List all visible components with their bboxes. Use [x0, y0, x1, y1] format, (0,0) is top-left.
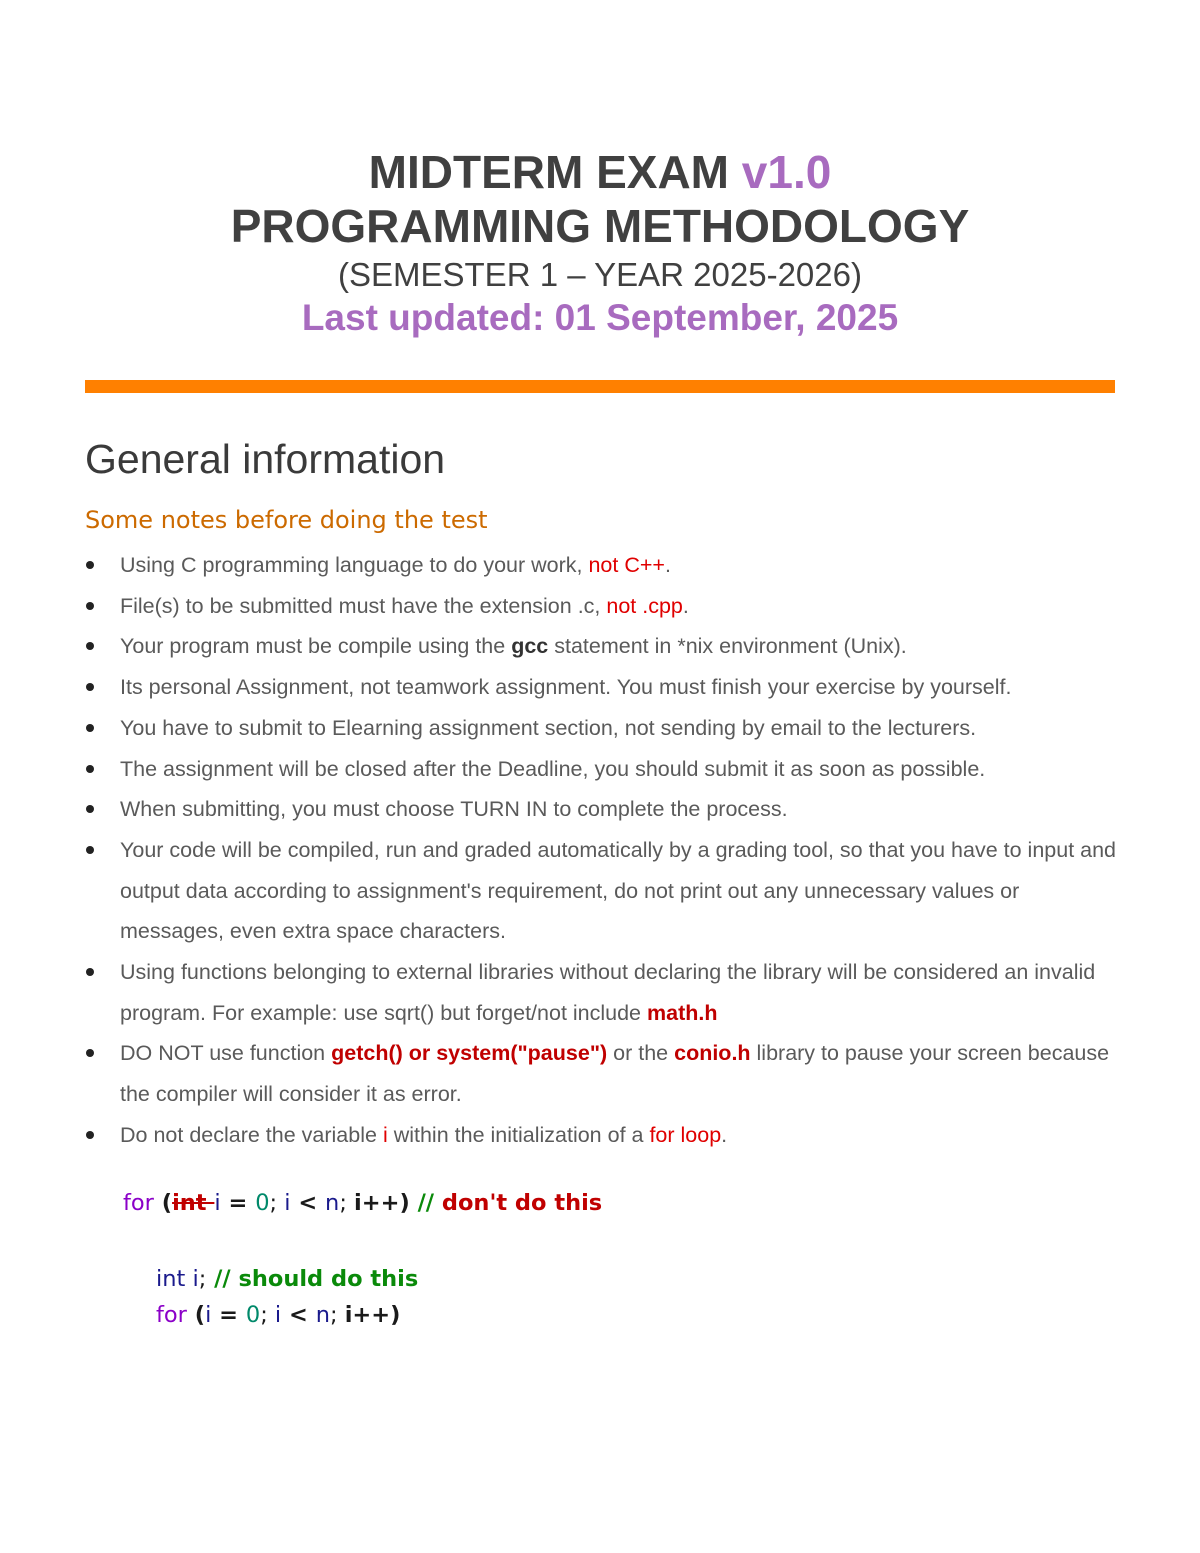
note-item: DO NOT use function getch() or system("pause") or the conio.h library to pause your screen because the compiler will consider it as error.: [85, 1033, 1120, 1114]
highlight: conio.h: [674, 1041, 751, 1066]
bullet-icon: [86, 968, 94, 976]
section-heading: General information: [85, 436, 446, 482]
highlight: i: [382, 1122, 388, 1147]
bullet-icon: [86, 1131, 94, 1139]
bullet-icon: [86, 846, 94, 854]
bullet-icon: [86, 683, 94, 691]
title-block: [0, 145, 1200, 341]
note-item: File(s) to be submitted must have the extension .c, not .cpp.: [85, 586, 1120, 627]
note-item: You have to submit to Elearning assignment section, not sending by email to the lecturers.: [85, 708, 1120, 749]
note-item: Your program must be compile using the gcc statement in *nix environment (Unix).: [85, 626, 1120, 667]
semester-label: (SEMESTER 1 – YEAR 2025-2026): [338, 256, 862, 293]
highlight: getch() or system("pause"): [331, 1041, 608, 1066]
note-item: Its personal Assignment, not teamwork assignment. You must finish your exercise by yourself.: [85, 667, 1120, 708]
bad-comment: don't do this: [441, 1190, 603, 1216]
exam-title: [0, 145, 1200, 199]
note-item: Your code will be compiled, run and graded automatically by a grading tool, so that you have to input and output data according to assignment's requirement, do not print out any unnecessary values or messages, even extra space characters.: [85, 830, 1120, 952]
last-updated: Last updated: 01 September, 2025: [301, 297, 899, 338]
struck-int: int: [172, 1190, 215, 1216]
notes-subheading: Some notes before doing the test: [85, 506, 488, 534]
highlight: math.h: [647, 1000, 718, 1025]
highlight: not .cpp: [606, 593, 683, 618]
orange-divider: [85, 380, 1115, 393]
good-comment: should do this: [238, 1266, 419, 1292]
bullet-icon: [86, 805, 94, 813]
bullet-icon: [86, 724, 94, 732]
bullet-icon: [86, 602, 94, 610]
note-item: Do not declare the variable i within the initialization of a for loop.: [85, 1115, 1120, 1156]
bullet-icon: [86, 561, 94, 569]
note-item: Using functions belonging to external libraries without declaring the library will be considered an invalid program. For example: use sqrt() but forget/not include math.h: [85, 952, 1120, 1033]
highlight: gcc: [511, 634, 549, 659]
exam-version: v1.0: [741, 146, 832, 198]
highlight: for loop: [649, 1122, 722, 1147]
course-title: PROGRAMMING METHODOLOGY: [230, 200, 970, 252]
bullet-icon: [86, 642, 94, 650]
note-item: The assignment will be closed after the Deadline, you should submit it as soon as possible.: [85, 749, 1120, 790]
code-line-bad: for (int i = 0; i < n; i++) // don't do this: [123, 1190, 603, 1216]
notes-list: [85, 545, 1120, 1156]
exam-title-main: MIDTERM EXAM: [368, 146, 742, 198]
highlight: not C++: [588, 553, 665, 577]
code-line-good: for (i = 0; i < n; i++): [156, 1302, 401, 1328]
note-item: When submitting, you must choose TURN IN to complete the process.: [85, 789, 1120, 830]
code-line-declare: int i; // should do this: [156, 1266, 419, 1292]
note-item: Using C programming language to do your work, not C++.: [85, 545, 1120, 586]
bullet-icon: [86, 1049, 94, 1057]
bullet-icon: [86, 765, 94, 773]
